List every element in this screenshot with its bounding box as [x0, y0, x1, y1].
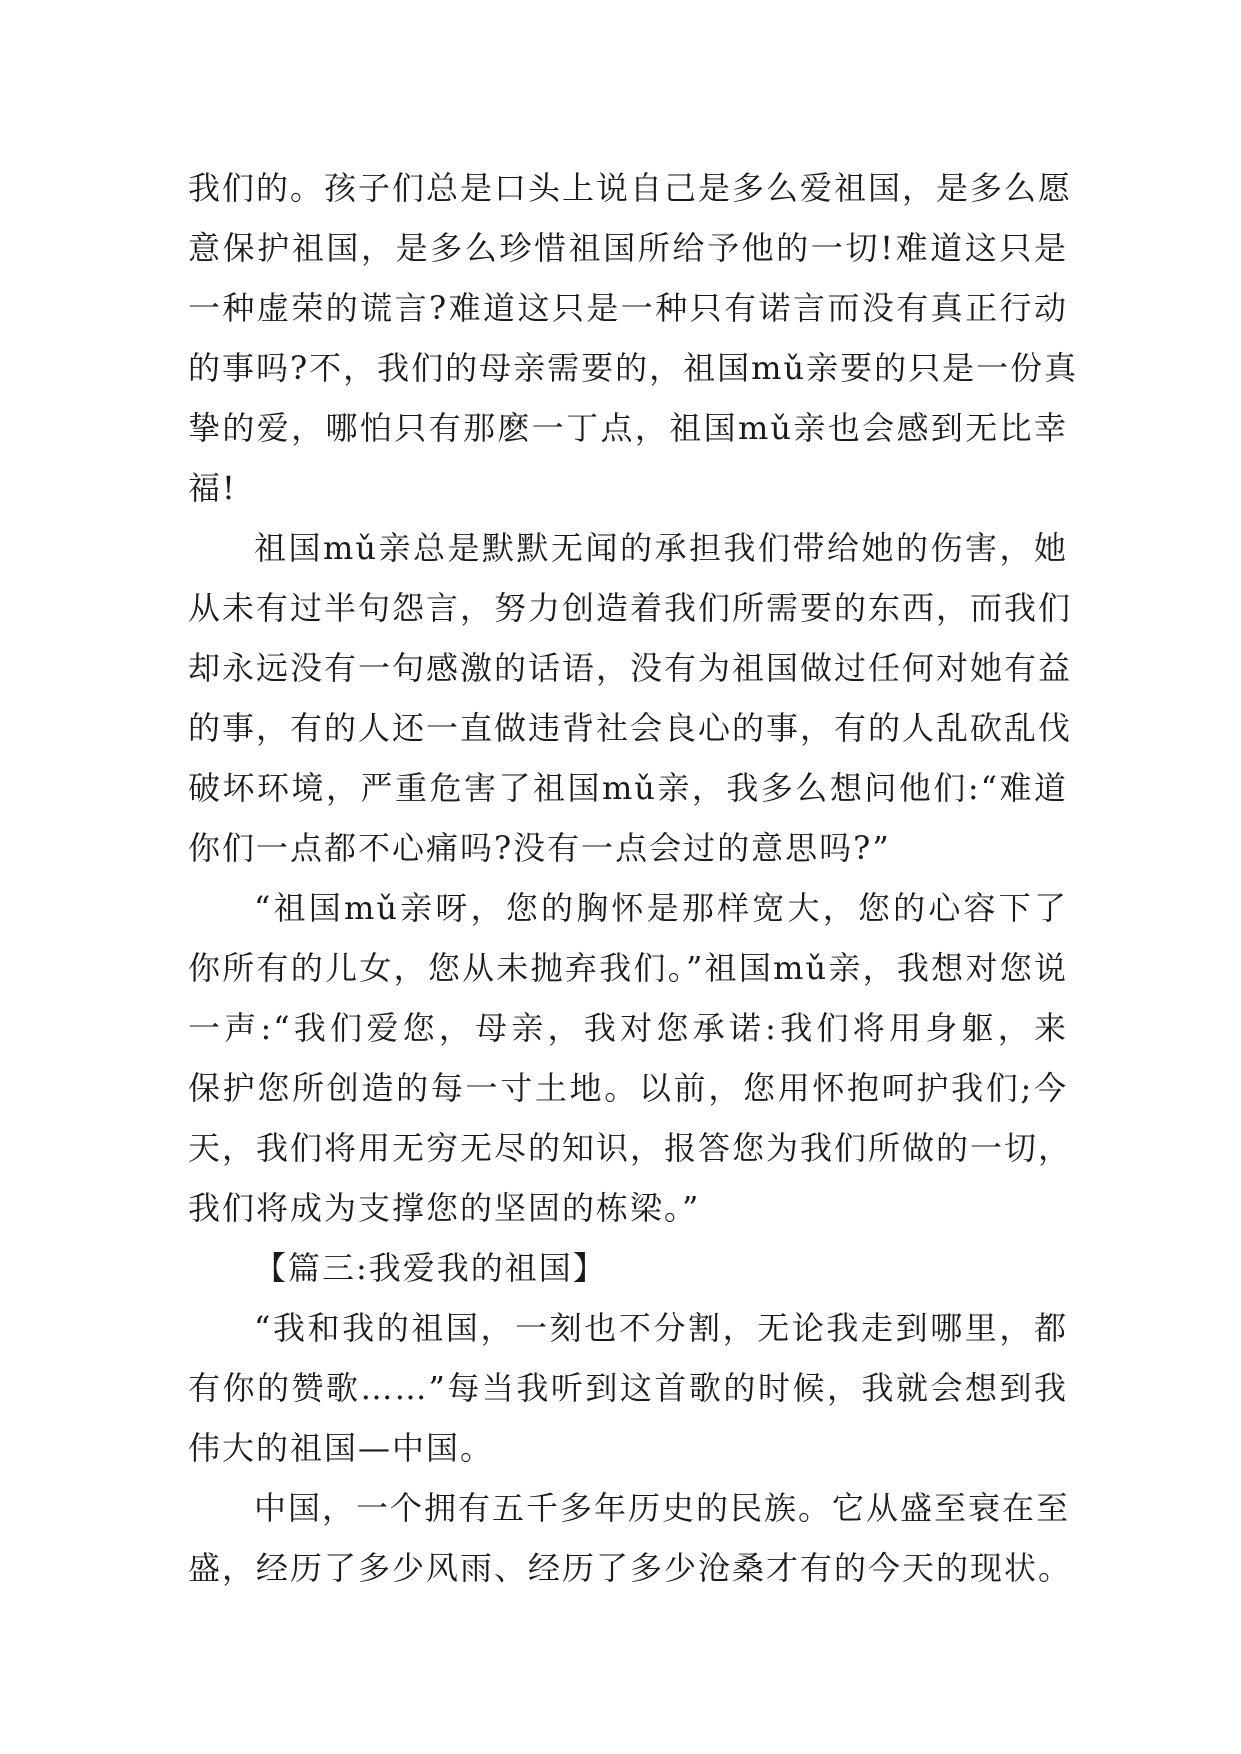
text-line: “我和我的祖国，一刻也不分割，无论我走到哪里，都	[254, 1309, 1068, 1347]
document-body	[188, 158, 1079, 1598]
text-line: 一声:“我们爱您，母亲，我对您承诺:我们将用身躯，来	[188, 1009, 1068, 1047]
text-line: 你们一点都不心痛吗?没有一点会过的意思吗?”	[188, 829, 891, 867]
text-line: 天，我们将用无穷无尽的知识，报答您为我们所做的一切，	[188, 1129, 1073, 1167]
text-line: 伟大的祖国—中国。	[188, 1429, 495, 1467]
text-line: 保护您所创造的每一寸土地。以前，您用怀抱呵护我们;今	[188, 1069, 1068, 1107]
text-line: 【篇三:我爱我的祖国】	[254, 1249, 607, 1287]
text-line: 中国，一个拥有五千多年历史的民族。它从盛至衰在至	[254, 1489, 1071, 1527]
text-line: 盛，经历了多少风雨、经历了多少沧桑才有的今天的现状。	[188, 1549, 1073, 1587]
text-line: “祖国mǔ亲呀，您的胸怀是那样宽大，您的心容下了	[254, 889, 1068, 927]
text-line: 福!	[188, 469, 237, 507]
text-line: 一种虚荣的谎言?难道这只是一种只有诺言而没有真正行动	[188, 289, 1068, 327]
text-line: 的事吗?不，我们的母亲需要的，祖国mǔ亲要的只是一份真	[188, 349, 1079, 387]
text-line: 破坏环境，严重危害了祖国mǔ亲，我多么想问他们:“难道	[188, 769, 1068, 807]
text-line: 有你的赞歌……”每当我听到这首歌的时候，我就会想到我	[188, 1369, 1068, 1407]
text-line: 我们将成为支撑您的坚固的栋梁。”	[188, 1189, 701, 1227]
text-line: 祖国mǔ亲总是默默无闻的承担我们带给她的伤害，她	[254, 529, 1068, 567]
text-line: 从未有过半句怨言，努力创造着我们所需要的东西，而我们	[188, 589, 1073, 627]
text-line: 你所有的儿女，您从未抛弃我们。”祖国mǔ亲，我想对您说	[188, 949, 1068, 987]
text-line: 我们的。孩子们总是口头上说自己是多么爱祖国，是多么愿	[188, 169, 1073, 207]
text-line: 却永远没有一句感激的话语，没有为祖国做过任何对她有益	[188, 649, 1073, 687]
text-line: 的事，有的人还一直做违背社会良心的事，有的人乱砍乱伐	[188, 709, 1073, 747]
text-line: 挚的爱，哪怕只有那麽一丁点，祖国mǔ亲也会感到无比幸	[188, 409, 1068, 447]
text-line: 意保护祖国，是多么珍惜祖国所给予他的一切!难道这只是	[188, 229, 1068, 267]
